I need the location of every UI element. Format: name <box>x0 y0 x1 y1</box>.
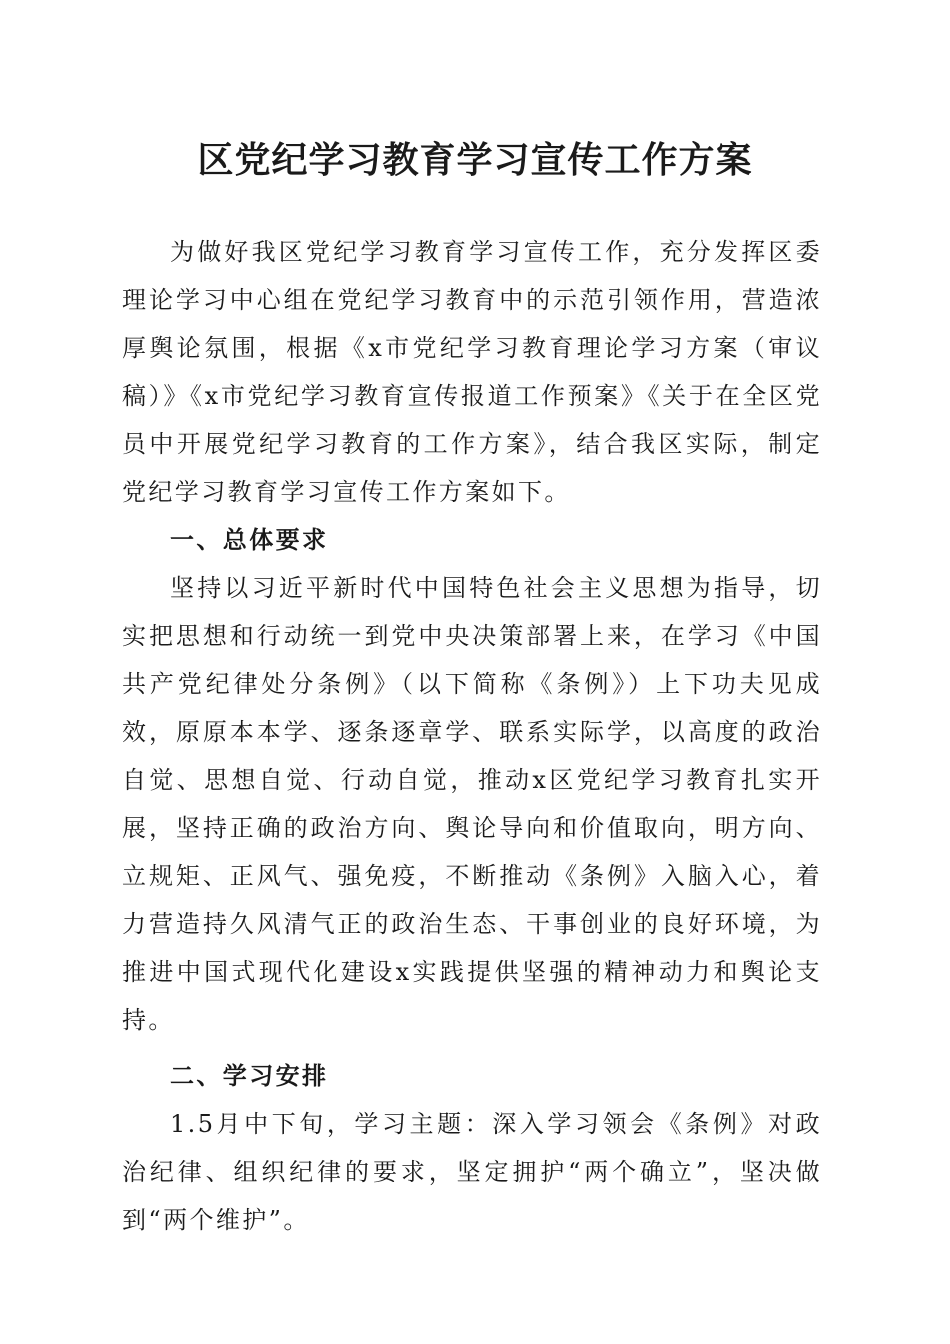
document-body <box>122 228 822 1244</box>
section-heading-overall-requirements: 一、总体要求 <box>170 526 329 554</box>
section-heading-study-arrangement: 二、学习安排 <box>170 1062 329 1090</box>
study-arrangement-paragraph: 1.5月中下旬，学习主题：深入学习领会《条例》对政治纪律、组织纪律的要求，坚定拥护“两个确立”，坚决做到“两个维护”。 <box>122 1110 822 1234</box>
document-title: 区党纪学习教育学习宣传工作方案 <box>197 139 753 181</box>
overall-requirements-paragraph: 坚持以习近平新时代中国特色社会主义思想为指导，切实把思想和行动统一到党中央决策部署上来，在学习《中国共产党纪律处分条例》（以下简称《条例》）上下功夫见成效，原原本本学、逐条逐章学、联系实际学，以高度的政治自觉、思想自觉、行动自觉，推动x区党纪学习教育扎实开展，坚持正确的政治方向、舆论导向和价值取向，明方向、立规矩、正风气、强免疫，不断推动《条例》入脑入心，着力营造持久风清气正的政治生态、干事创业的良好环境，为推进中国式现代化建设x实践提供坚强的精神动力和舆论支持。 <box>122 574 822 1034</box>
section-spacer <box>122 1044 822 1052</box>
intro-paragraph: 为做好我区党纪学习教育学习宣传工作，充分发挥区委理论学习中心组在党纪学习教育中的示范引领作用，营造浓厚舆论氛围，根据《x市党纪学习教育理论学习方案（审议稿）》《x市党纪学习教育宣传报道工作预案》《关于在全区党员中开展党纪学习教育的工作方案》，结合我区实际，制定党纪学习教育学习宣传工作方案如下。 <box>122 238 822 506</box>
